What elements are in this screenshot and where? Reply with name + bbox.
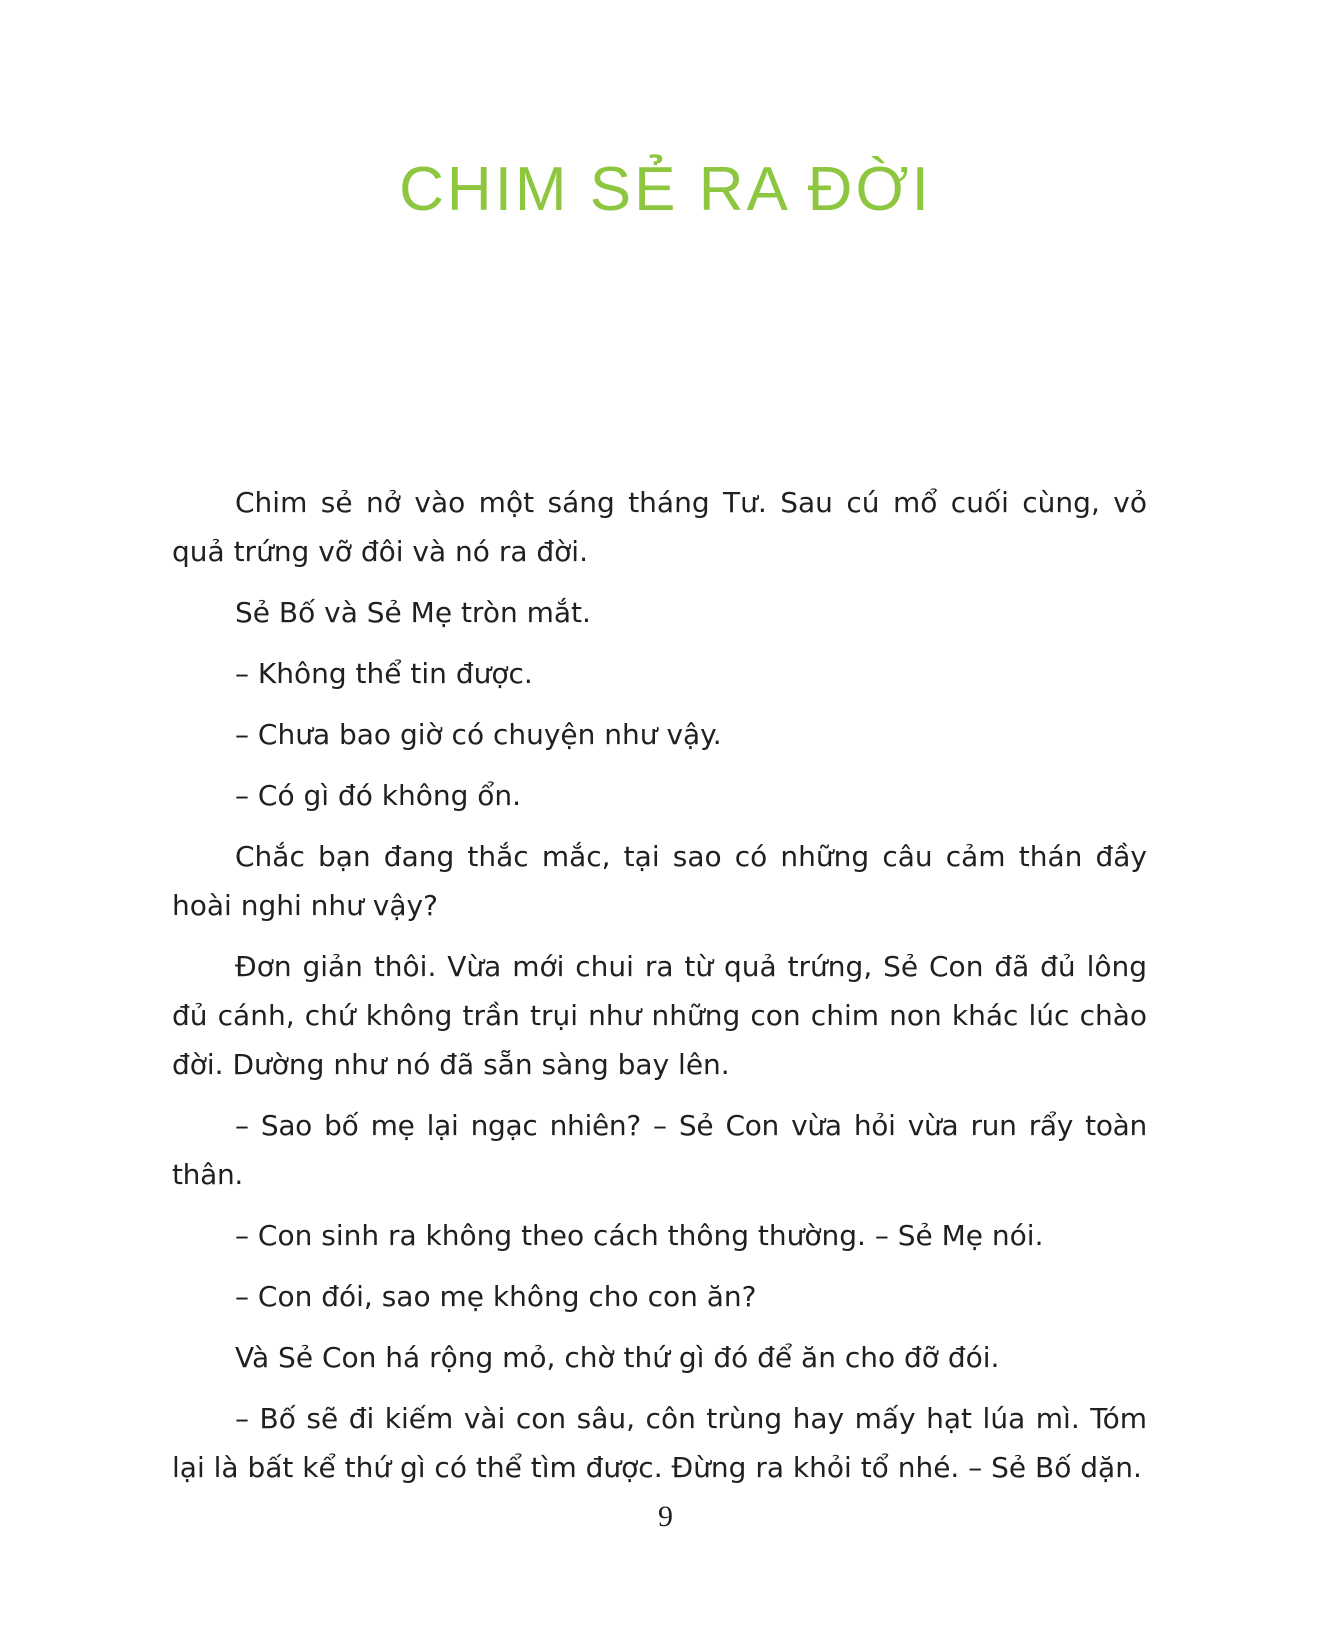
- paragraph: Sẻ Bố và Sẻ Mẹ tròn mắt.: [235, 596, 591, 629]
- paragraph: Đơn giản thôi. Vừa mới chui ra từ quả trứng, Sẻ Con đã đủ lông đủ cánh, chứ không trần trụi như những con chim non khác lúc chào đời. Dường như nó đã sẵn sàng bay lên.: [172, 950, 1147, 1081]
- paragraph: Chim sẻ nở vào một sáng tháng Tư. Sau cú mổ cuối cùng, vỏ quả trứng vỡ đôi và nó ra đời.: [172, 486, 1147, 568]
- dialogue-line: – Chưa bao giờ có chuyện như vậy.: [235, 718, 722, 751]
- page-number: 9: [658, 1500, 673, 1533]
- paragraph: Và Sẻ Con há rộng mỏ, chờ thứ gì đó để ăn cho đỡ đói.: [235, 1341, 1000, 1374]
- dialogue-line: – Con sinh ra không theo cách thông thường. – Sẻ Mẹ nói.: [235, 1219, 1044, 1252]
- paragraph: Chắc bạn đang thắc mắc, tại sao có những câu cảm thán đầy hoài nghi như vậy?: [172, 840, 1147, 922]
- dialogue-line: – Sao bố mẹ lại ngạc nhiên? – Sẻ Con vừa hỏi vừa run rẩy toàn thân.: [172, 1109, 1147, 1191]
- dialogue-line: – Có gì đó không ổn.: [235, 779, 522, 812]
- chapter-body: [172, 478, 1147, 1504]
- chapter-title: CHIM SẺ RA ĐỜI: [399, 155, 932, 224]
- dialogue-line: – Bố sẽ đi kiếm vài con sâu, côn trùng hay mấy hạt lúa mì. Tóm lại là bất kể thứ gì có thể tìm được. Đừng ra khỏi tổ nhé. – Sẻ Bố dặn.: [172, 1402, 1147, 1484]
- dialogue-line: – Không thể tin được.: [235, 657, 533, 690]
- dialogue-line: – Con đói, sao mẹ không cho con ăn?: [235, 1280, 757, 1313]
